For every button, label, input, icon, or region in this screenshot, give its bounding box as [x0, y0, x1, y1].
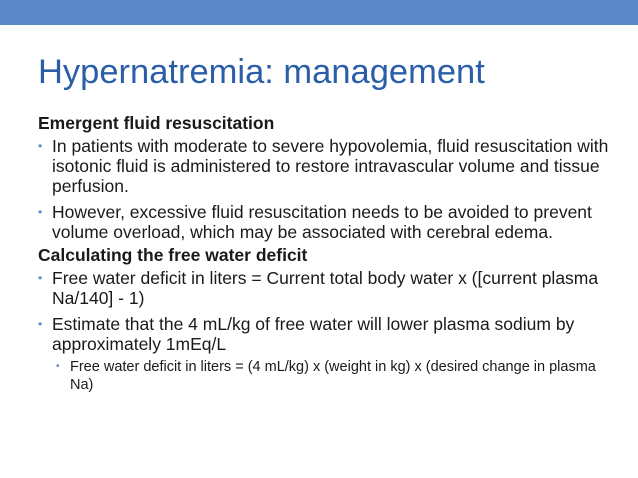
- bullet-text: However, excessive fluid resuscitation needs to be avoided to prevent volume overload, which may be associated with cerebral edema.: [52, 202, 592, 242]
- slide-title: Hypernatremia: management: [38, 53, 485, 91]
- bullet-text: In patients with moderate to severe hypovolemia, fluid resuscitation with isotonic fluid is administered to restore intravascular volume and tissue perfusion.: [52, 136, 609, 196]
- bullet-icon: •: [38, 139, 43, 153]
- list-item: [38, 136, 610, 196]
- list-item: [38, 202, 610, 242]
- bullet-icon: •: [38, 317, 43, 331]
- fluid-resuscitation-bullets: [38, 136, 610, 242]
- sub-bullet-text: Free water deficit in liters = (4 mL/kg) x (weight in kg) x (desired change in plasma Na): [70, 359, 596, 393]
- bullet-text: Estimate that the 4 mL/kg of free water will lower plasma sodium by approximately 1mEq/L: [52, 314, 575, 354]
- bullet-text: Free water deficit in liters = Current total body water x ([current plasma Na/140] - 1): [52, 268, 599, 308]
- bullet-icon: •: [38, 271, 43, 285]
- section-heading-fluid-resuscitation: Emergent fluid resuscitation: [38, 113, 275, 133]
- sub-bullet-list: [52, 358, 610, 394]
- sub-bullet-icon: •: [56, 361, 60, 372]
- sub-list-item: [52, 358, 610, 394]
- bullet-icon: •: [38, 205, 43, 219]
- list-item: [38, 314, 610, 394]
- section-heading-free-water-deficit: Calculating the free water deficit: [38, 245, 308, 265]
- top-accent-bar: [0, 0, 638, 25]
- list-item: [38, 268, 610, 308]
- slide-content: [38, 113, 610, 394]
- free-water-deficit-bullets: [38, 268, 610, 394]
